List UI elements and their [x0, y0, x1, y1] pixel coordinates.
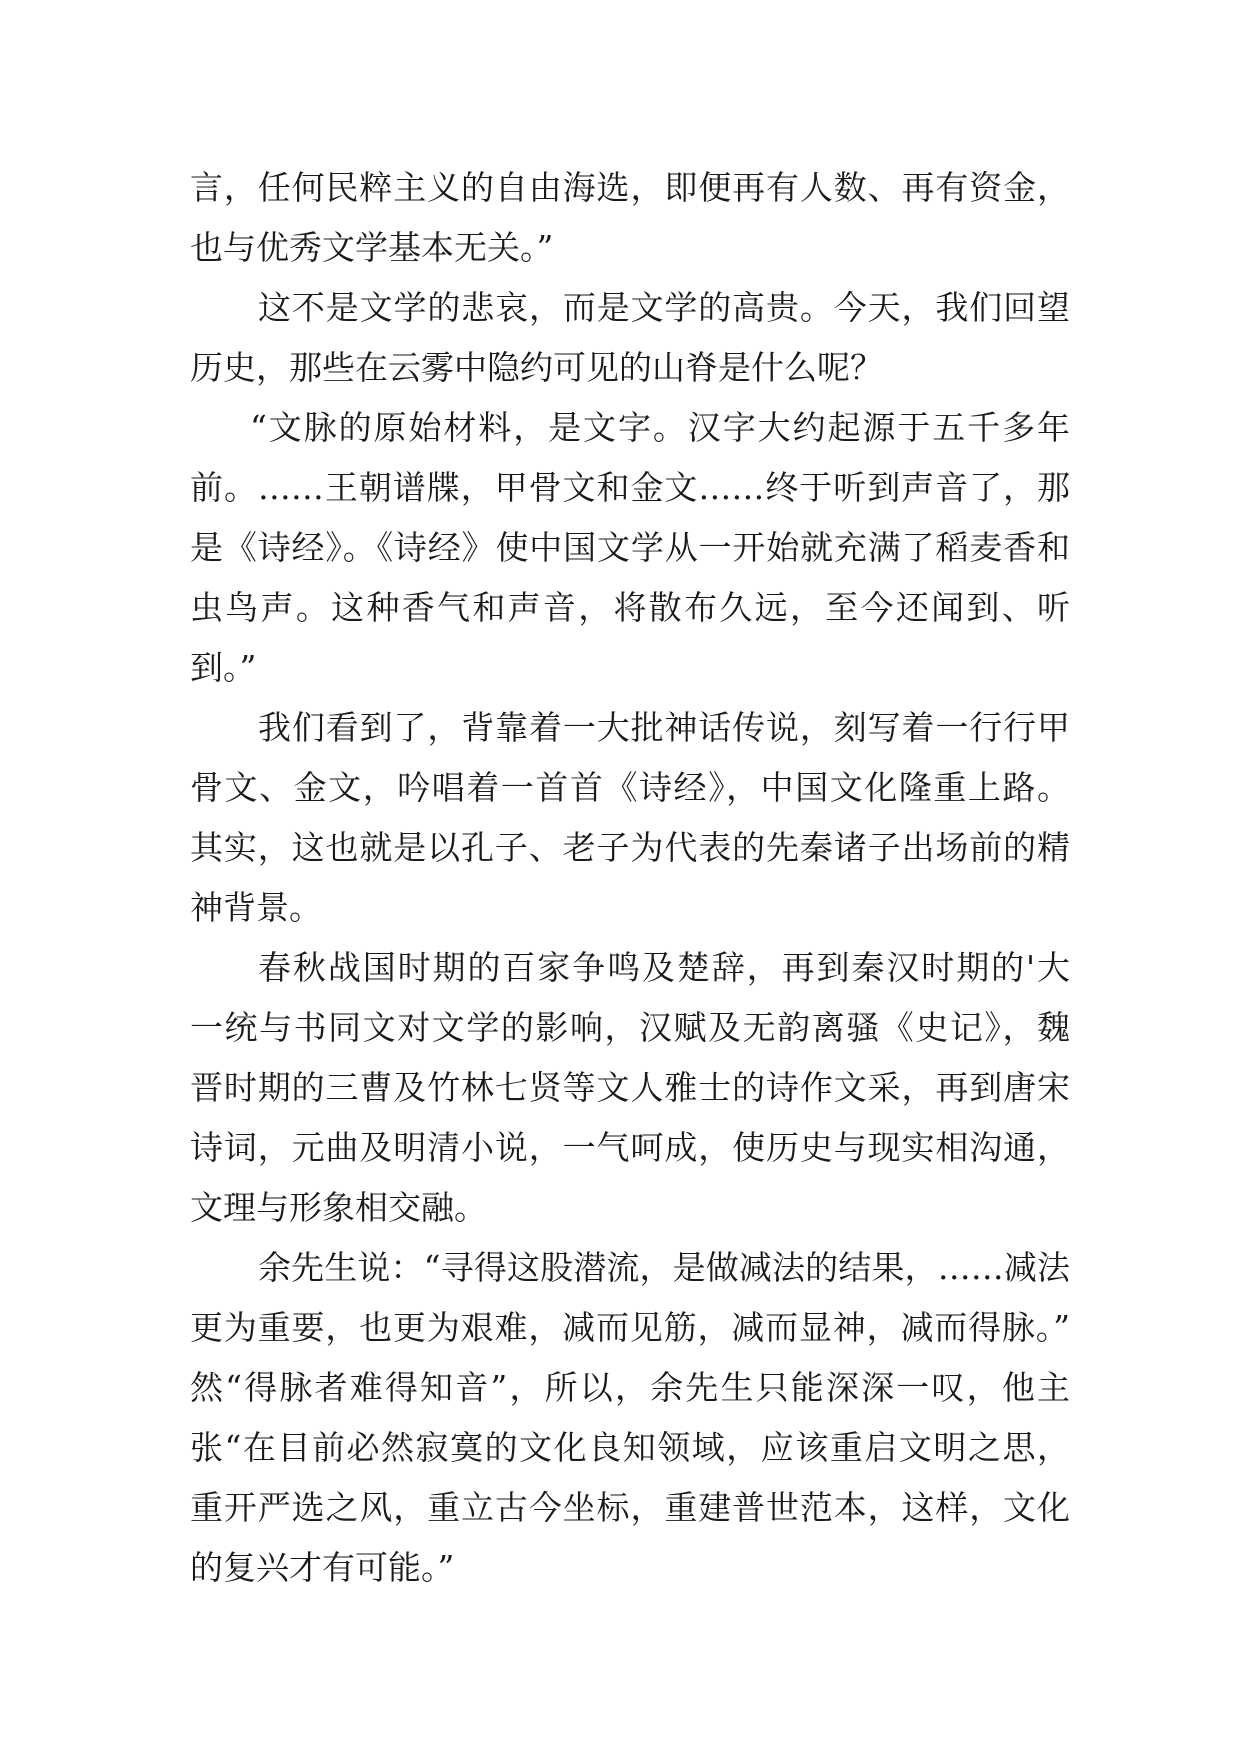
- text-line: 文理与形象相交融。: [190, 1188, 487, 1227]
- text-line: 前。……王朝谱牒，甲骨文和金文……终于听到声音了，那: [190, 468, 1070, 507]
- text-line: 这不是文学的悲哀，而是文学的高贵。今天，我们回望: [258, 288, 1070, 327]
- text-line: 骨文、金文，吟唱着一首首《诗经》，中国文化隆重上路。: [190, 768, 1070, 807]
- text-line: 也与优秀文学基本无关。”: [190, 228, 554, 267]
- paragraph-5: [190, 938, 1070, 1238]
- text-line: 晋时期的三曹及竹林七贤等文人雅士的诗作文采，再到唐宋: [190, 1068, 1070, 1107]
- text-line: 更为重要，也更为艰难，减而见筋，减而显神，减而得脉。”: [190, 1308, 1070, 1347]
- text-line: 一统与书同文对文学的影响，汉赋及无韵离骚《史记》，魏: [190, 1008, 1070, 1047]
- text-line: 春秋战国时期的百家争鸣及楚辞，再到秦汉时期的'大: [258, 948, 1070, 987]
- text-line: 诗词，元曲及明清小说，一气呵成，使历史与现实相沟通，: [190, 1128, 1070, 1167]
- text-line: 神背景。: [190, 888, 322, 927]
- text-line: 然“得脉者难得知音”，所以，余先生只能深深一叹，他主: [190, 1368, 1070, 1407]
- text-line: 历史，那些在云雾中隐约可见的山脊是什么呢？: [190, 348, 883, 387]
- text-line: 是《诗经》。《诗经》使中国文学从一开始就充满了稻麦香和: [190, 528, 1070, 567]
- text-line: 重开严选之风，重立古今坐标，重建普世范本，这样，文化: [190, 1488, 1070, 1527]
- paragraph-6: [190, 1238, 1070, 1598]
- paragraph-4: [190, 698, 1070, 938]
- text-line: 其实，这也就是以孔子、老子为代表的先秦诸子出场前的精: [190, 828, 1070, 867]
- text-line: 的复兴才有可能。”: [190, 1548, 455, 1587]
- paragraph-3: [190, 398, 1070, 698]
- text-line: 言，任何民粹主义的自由海选，即便再有人数、再有资金，: [190, 168, 1070, 207]
- text-line: 我们看到了，背靠着一大批神话传说，刻写着一行行甲: [258, 708, 1070, 747]
- body-text: [190, 158, 1070, 1598]
- paragraph-1: [190, 158, 1070, 278]
- text-line: “文脉的原始材料，是文字。汉字大约起源于五千多年: [250, 408, 1070, 447]
- text-line: 余先生说：“寻得这股潜流，是做减法的结果，……减法: [258, 1248, 1070, 1287]
- text-line: 虫鸟声。这种香气和声音，将散布久远，至今还闻到、听: [190, 588, 1070, 627]
- text-line: 到。”: [190, 648, 257, 687]
- text-line: 张“在目前必然寂寞的文化良知领域，应该重启文明之思，: [190, 1428, 1070, 1467]
- paragraph-2: [190, 278, 1070, 398]
